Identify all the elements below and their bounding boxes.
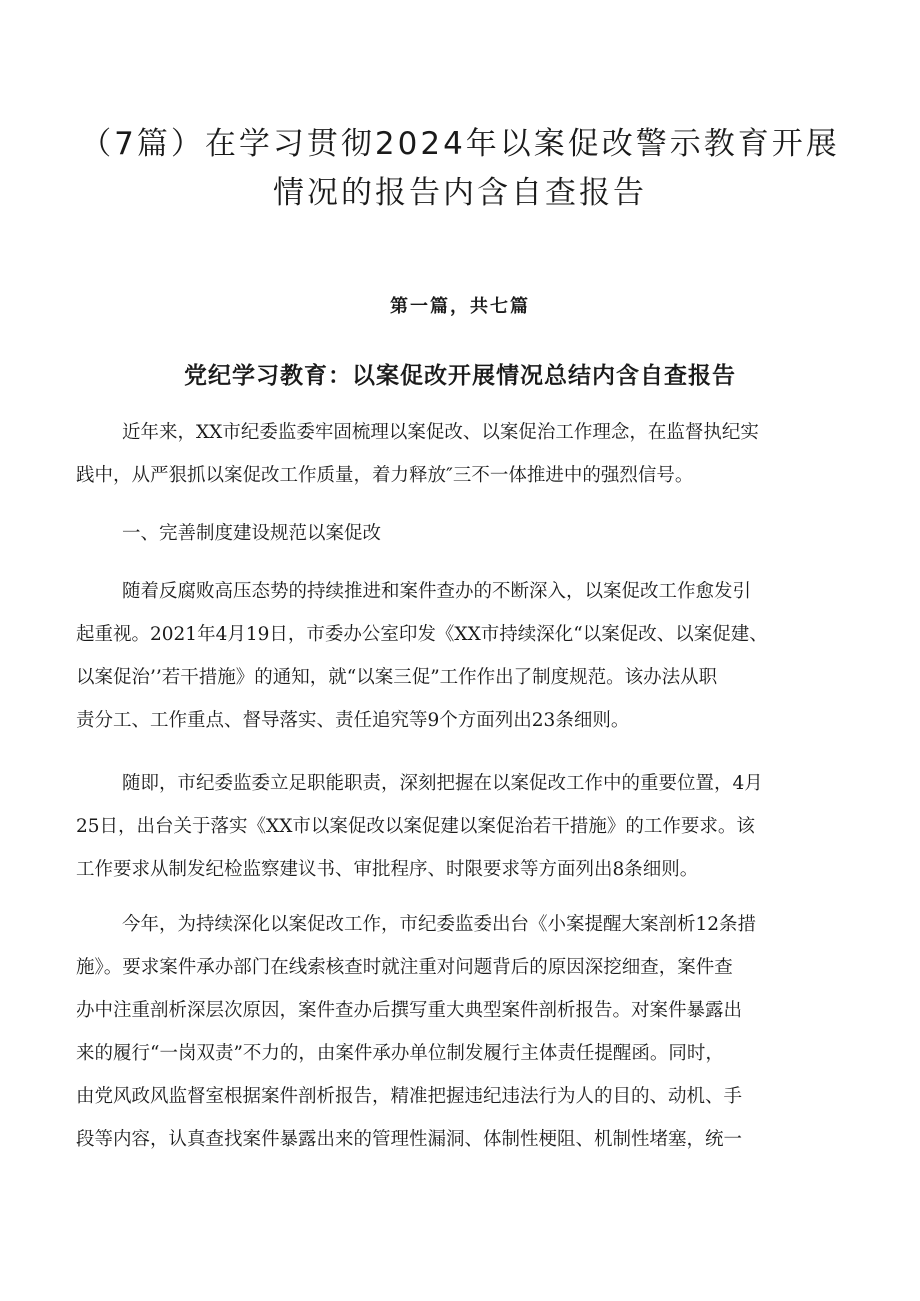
paragraph-follow-up: [76, 762, 866, 891]
paragraph-line: 以案促治’’若干措施》的通知，就“以案三促”工作作出了制度规范。该办法从职: [76, 667, 718, 688]
paragraph-line: 践中，从严狠抓以案促改工作质量，着力释放″三不一体推进中的强烈信号。: [76, 465, 694, 486]
subheading-1: [76, 512, 866, 555]
paragraph-line: 工作要求从制发纪检监察建议书、审批程序、时限要求等方面列出8条细则。: [76, 859, 699, 880]
paragraph-line: 责分工、工作重点、督导落实、责任追究等9个方面列出23条细则。: [76, 710, 630, 731]
paragraph-line: 由党风政风监督室根据案件剖析报告，精准把握违纪违法行为人的目的、动机、手: [76, 1086, 743, 1107]
document-title-line-1: （7篇）在学习贯彻2024年以案促改警示教育开展: [80, 126, 840, 162]
paragraph-line: 段等内容，认真查找案件暴露出来的管理性漏洞、体制性梗阻、机制性堵塞，统一: [76, 1129, 743, 1150]
paragraph-line: 来的履行“一岗双责”不力的，由案件承办单位制发履行主体责任提醒函。同时，: [76, 1043, 724, 1064]
subheading-line: 一、完善制度建设规范以案促改: [122, 523, 382, 544]
section-heading: 党纪学习教育：以案促改开展情况总结内含自查报告: [184, 363, 736, 389]
paragraph-line: 今年，为持续深化以案促改工作，市纪委监委出台《小案提醒大案剖析12条措: [122, 914, 757, 935]
paragraph-line: 近年来，XX市纪委监委牢固梳理以案促改、以案促治工作理念，在监督执纪实: [122, 422, 759, 443]
paragraph-line: 随着反腐败高压态势的持续推进和案件查办的不断深入，以案促改工作愈发引: [122, 581, 752, 602]
part-label: 第一篇，共七篇: [390, 296, 530, 317]
paragraph-line: 施》。要求案件承办部门在线索核查时就注重对问题背后的原因深挖细查，案件查: [76, 957, 733, 978]
document-title-line-2: 情况的报告内含自查报告: [273, 175, 647, 211]
paragraph-intro: [76, 411, 866, 497]
paragraph-background: [76, 570, 866, 742]
paragraph-line: 25日，出台关于落实《XX市以案促改以案促建以案促治若干措施》的工作要求。该: [76, 816, 755, 837]
paragraph-this-year: [76, 903, 866, 1161]
paragraph-line: 随即，市纪委监委立足职能职责，深刻把握在以案促改工作中的重要位置，4月: [122, 773, 763, 794]
paragraph-line: 起重视。2021年4月19日，市委办公室印发《XX市持续深化“以案促改、以案促建、: [76, 624, 768, 645]
paragraph-line: 办中注重剖析深层次原因，案件查办后撰写重大典型案件剖析报告。对案件暴露出: [76, 1000, 743, 1021]
